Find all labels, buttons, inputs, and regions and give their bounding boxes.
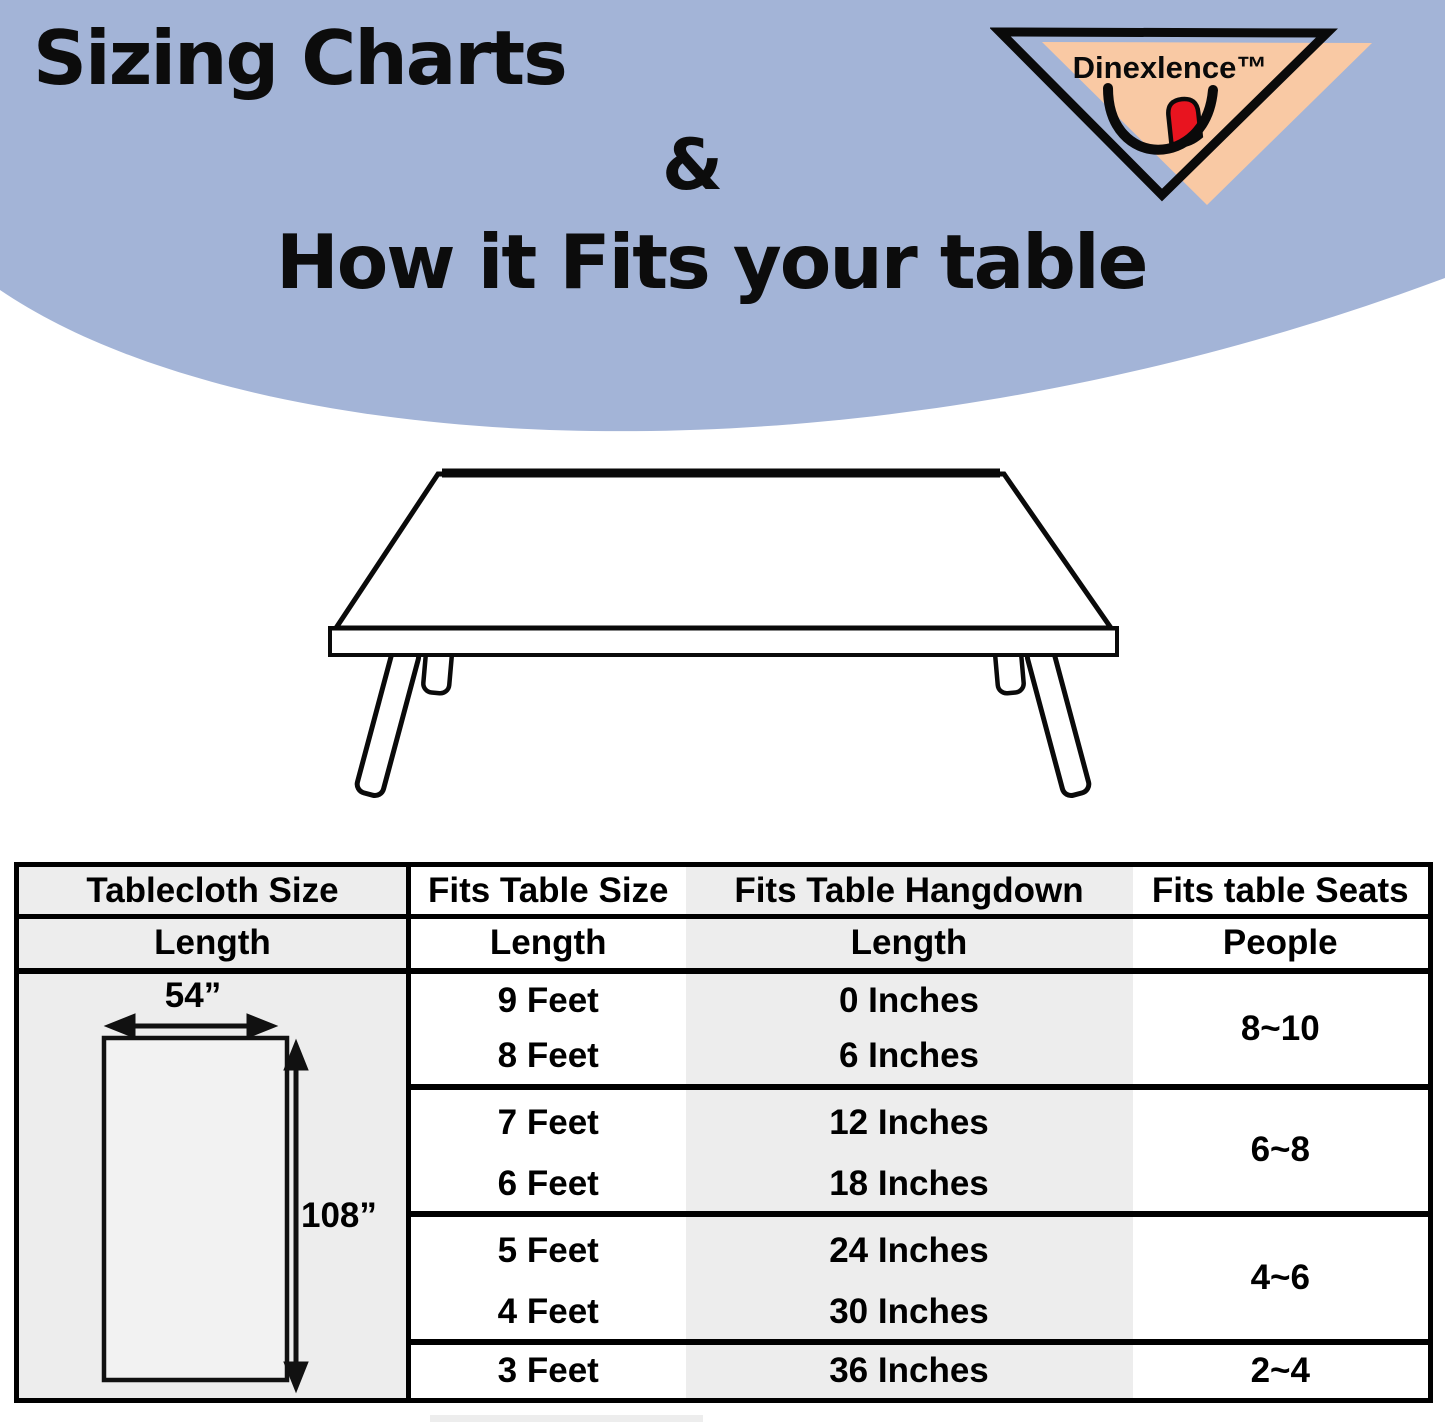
table-subheader-row: [17, 917, 1431, 971]
table-top: [336, 474, 1111, 628]
cell-hangdown: 0 Inches: [686, 971, 1133, 1029]
cell-table-size: 3 Feet: [409, 1342, 686, 1400]
cell-table-size: 8 Feet: [497, 1036, 599, 1075]
tablecloth-dimension-cell: [17, 971, 409, 1401]
cell-seats: 6~8: [1133, 1087, 1431, 1215]
sizing-table: [14, 862, 1433, 1403]
page-title-line1: Sizing Charts: [33, 14, 566, 102]
cell-table-size: 9 Feet: [497, 981, 599, 1020]
cell-seats: 8~10: [1240, 1008, 1320, 1048]
cell-seats: 4~6: [1133, 1214, 1431, 1342]
cell-seats: 2~4: [1133, 1342, 1431, 1400]
tablecloth-rectangle: [104, 1038, 287, 1380]
width-arrowhead-right-icon: [247, 1014, 277, 1038]
tablecloth-diagram-shapes: [19, 974, 396, 1398]
table-header-row: [17, 865, 1431, 917]
col-header-fits-table-hangdown: Fits Table Hangdown: [686, 865, 1133, 917]
table-front-left-leg: [355, 644, 420, 798]
width-dimension-label: 54”: [164, 975, 222, 1015]
cell-table-size: 7 Feet: [409, 1087, 686, 1157]
cell-table-size: 4 Feet: [497, 1291, 599, 1331]
cell-hangdown: 36 Inches: [686, 1342, 1133, 1400]
cell-table-size: 6 Feet: [497, 1163, 599, 1203]
tablecloth-diagram: [19, 974, 406, 1398]
table-front-right-leg: [1025, 644, 1090, 798]
brand-logo: [990, 15, 1440, 220]
table-row: [17, 971, 1431, 1029]
cell-hangdown: 30 Inches: [686, 1284, 1133, 1342]
table-apron: [330, 628, 1117, 655]
cell-hangdown: 6 Inches: [686, 1029, 1133, 1087]
subheader-people: People: [1133, 917, 1431, 971]
cell-table-size: 5 Feet: [409, 1214, 686, 1284]
cell-hangdown: 12 Inches: [686, 1087, 1133, 1157]
col-header-tablecloth-size: Tablecloth Size: [17, 865, 409, 917]
cell-hangdown: 24 Inches: [686, 1214, 1133, 1284]
subheader-length-2: Length: [409, 917, 686, 971]
col-header-fits-table-seats: Fits table Seats: [1133, 865, 1431, 917]
cropped-next-row-sliver: [430, 1415, 703, 1422]
page-title-line2: How it Fits your table: [276, 218, 1147, 306]
subheader-length-1: Length: [17, 917, 409, 971]
table-illustration: [300, 440, 1145, 840]
cell-hangdown: 18 Inches: [686, 1156, 1133, 1214]
page-title-ampersand: &: [662, 124, 724, 206]
width-arrowhead-left-icon: [105, 1014, 135, 1038]
brand-name: Dinexlence™: [1072, 50, 1268, 85]
col-header-fits-table-size: Fits Table Size: [409, 865, 686, 917]
subheader-length-3: Length: [686, 917, 1133, 971]
height-dimension-label: 108”: [301, 1195, 377, 1235]
